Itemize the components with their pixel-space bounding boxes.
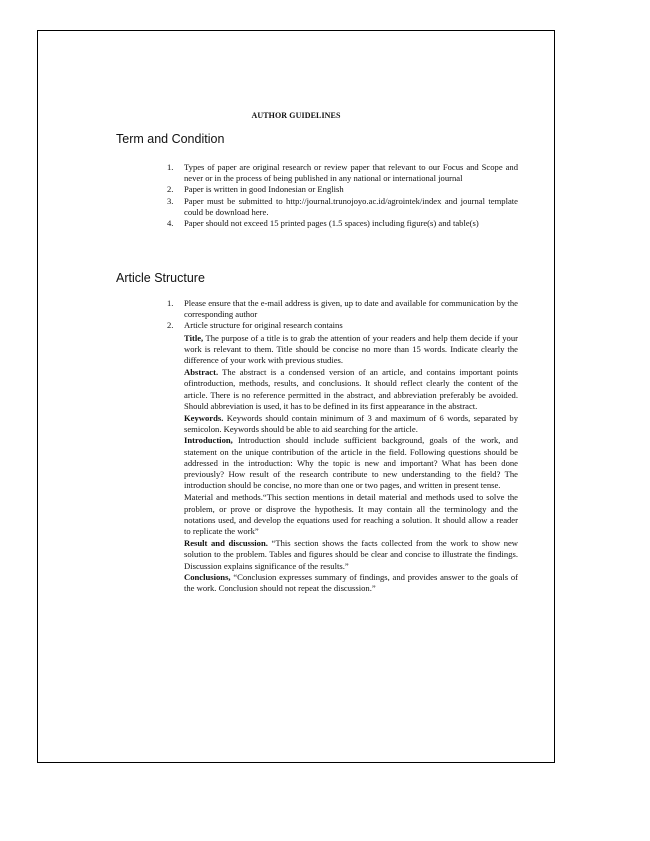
section-heading-article-structure: Article Structure bbox=[116, 271, 205, 285]
list-item bbox=[167, 218, 518, 229]
paragraph-label: Title, bbox=[184, 332, 204, 343]
list-number: 2. bbox=[167, 184, 174, 195]
list-text: Types of paper are original research or review paper that relevant to our Focus and Scope and never or in the process of being published in any national or international journal bbox=[184, 162, 518, 184]
list-text: Article structure for original research contains bbox=[184, 320, 343, 331]
paragraph-keywords bbox=[184, 413, 518, 435]
paragraph-label: Abstract. bbox=[184, 367, 219, 378]
terms-list bbox=[167, 162, 518, 229]
list-item bbox=[167, 298, 518, 320]
list-item bbox=[167, 320, 519, 594]
paragraph-label: Conclusions, bbox=[184, 571, 231, 582]
paragraph-conclusions bbox=[184, 572, 518, 594]
paragraph-text: “This section shows the facts collected from the work to show new solution to the problem. Tables and figures should be clear and concise to illustrate the findings. Discussion explains significance of the results.” bbox=[184, 538, 519, 571]
list-item bbox=[167, 184, 518, 195]
list-text: Paper is written in good Indonesian or English bbox=[184, 184, 344, 195]
article-structure-list bbox=[167, 298, 519, 594]
paragraph-result-and-discussion bbox=[184, 538, 518, 572]
list-text: Please ensure that the e-mail address is given, up to date and available for communication by the corresponding author bbox=[184, 298, 518, 320]
list-number: 1. bbox=[167, 298, 174, 308]
list-text: Paper should not exceed 15 printed pages (1.5 spaces) including figure(s) and table(s) bbox=[184, 218, 479, 229]
paragraph-text: Keywords should contain minimum of 3 and maximum of 6 words, separated by semicolon. Keywords should be able to aid searching for the article. bbox=[184, 413, 518, 435]
paragraph-material-and-methods bbox=[184, 492, 518, 537]
paragraph-text: Introduction should include sufficient background, goals of the work, and statement on the unique contribution of the article in the field. Following questions should be addressed in the introduction: Why the topic is new and important? What has been done previously? How result of the research contribute to new understanding to the field? The introduction should be concise, no more than one or two pages, and written in present tense. bbox=[184, 435, 518, 491]
paragraph-text: The purpose of a title is to grab the attention of your readers and help them decide if your work is relevant to them. Title should be concise no more than 15 words. Indicate clearly the difference of your work with previous studies. bbox=[184, 332, 518, 366]
paragraph-introduction bbox=[184, 435, 518, 491]
document-title: AUTHOR GUIDELINES bbox=[251, 111, 341, 120]
list-item bbox=[167, 162, 518, 184]
list-number: 4. bbox=[167, 218, 174, 229]
document-page bbox=[37, 30, 555, 763]
list-number: 2. bbox=[167, 320, 174, 331]
paragraph-label: Introduction, bbox=[184, 435, 233, 446]
list-text: Paper must be submitted to http://journal.trunojoyo.ac.id/agrointek/index and journal template could be download here. bbox=[184, 195, 518, 217]
paragraph-label: Keywords. bbox=[184, 413, 224, 424]
list-number: 3. bbox=[167, 195, 174, 206]
paragraph-label: Result and discussion. bbox=[184, 538, 268, 549]
paragraph-text: “Conclusion expresses summary of findings, and provides answer to the goals of the work. Conclusion should not repeat the discussion.” bbox=[184, 571, 518, 594]
list-item bbox=[167, 195, 518, 218]
paragraph-text: The abstract is a condensed version of an article, and contains important points ofintroduction, methods, results, and conclusions. It should reflect clearly the content of the article. There is no reference permitted in the abstract, and abbreviation preferably be avoided. Should abbreviation is used, it has to be defined in its first appearance in the abstract. bbox=[184, 367, 518, 411]
paragraph-text: Material and methods.“This section mentions in detail material and methods used to solve the problem, or prove or disprove the hypothesis. It may contain all the terminology and the notations used, and develop the equations used for reaching a solution. It should allow a reader to replicate the work” bbox=[184, 492, 518, 537]
list-number: 1. bbox=[167, 162, 174, 172]
paragraph-abstract bbox=[184, 367, 518, 412]
section-heading-term-and-condition: Term and Condition bbox=[116, 132, 225, 146]
paragraph-title bbox=[184, 333, 518, 367]
